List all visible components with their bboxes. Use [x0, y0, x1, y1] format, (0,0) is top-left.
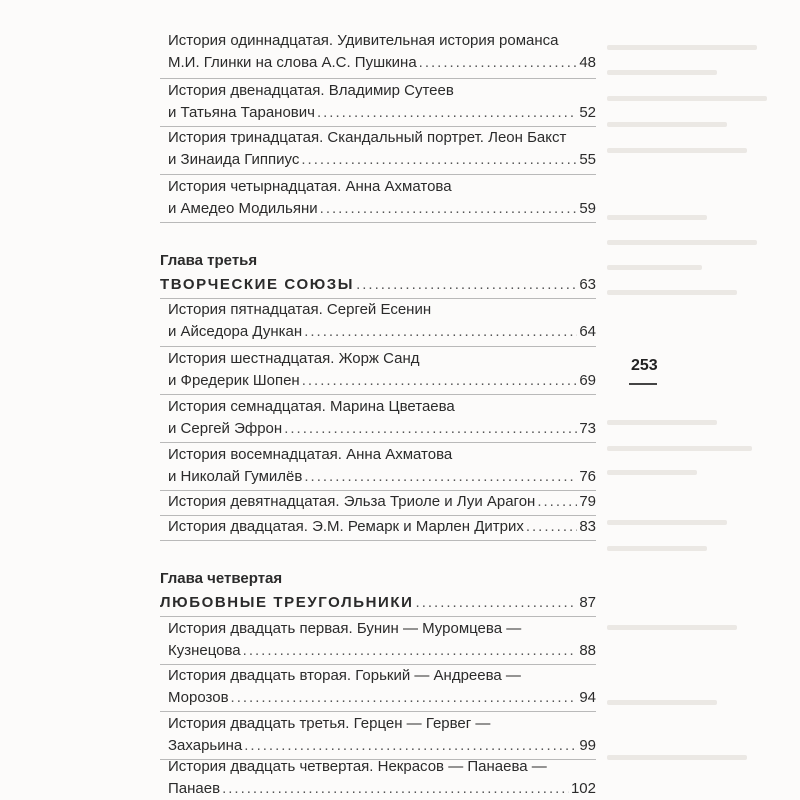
- toc-entry-line2: и Сергей Эфрон: [168, 420, 283, 437]
- toc-entry-page: 59: [579, 200, 596, 217]
- divider: [160, 174, 596, 175]
- leader-dots: [526, 516, 577, 538]
- leader-dots: [243, 640, 578, 662]
- toc-entry-page: 69: [579, 372, 596, 389]
- leader-dots: [231, 687, 578, 709]
- toc-entry: [160, 127, 596, 171]
- toc-entry-line2: Морозов: [168, 689, 229, 706]
- toc-entry-page: 64: [579, 323, 596, 340]
- toc-entry: [160, 299, 596, 343]
- toc-entry: [160, 618, 596, 662]
- toc-entry-line1: История восемнадцатая. Анна Ахматова: [168, 446, 453, 463]
- toc-entry-page: 48: [579, 54, 596, 71]
- toc-entry-line2: и Татьяна Таранович: [168, 104, 315, 121]
- toc-entry-line1: История одиннадцатая. Удивительная история романса: [168, 32, 559, 49]
- toc-entry: [160, 713, 596, 757]
- divider: [160, 78, 596, 79]
- toc-entry: [160, 516, 596, 538]
- toc-entry-page: 102: [570, 780, 596, 797]
- toc-entry-line2: и Айседора Дункан: [168, 323, 303, 340]
- toc-entry-line2: и Фредерик Шопен: [168, 372, 300, 389]
- toc-entry-page: 76: [579, 468, 596, 485]
- toc-entry-line2: История двадцатая. Э.М. Ремарк и Марлен Дитрих: [168, 518, 524, 535]
- toc-entry-line1: История шестнадцатая. Жорж Санд: [168, 350, 420, 367]
- toc-entry-page: 99: [579, 737, 596, 754]
- toc-entry-line1: История двадцать четвертая. Некрасов — Панаева —: [168, 758, 547, 775]
- chapter-title: [160, 592, 596, 614]
- toc-entry-line2: и Зинаида Гиппиус: [168, 151, 300, 168]
- toc-entry-page: 94: [579, 689, 596, 706]
- page-number: 253: [631, 357, 658, 374]
- toc-entry: [160, 665, 596, 709]
- chapter-label: Глава третья: [160, 252, 258, 269]
- leader-dots: [244, 735, 577, 757]
- chapter-title-text: ТВОРЧЕСКИЕ СОЮЗЫ: [160, 276, 355, 293]
- leader-dots: [302, 370, 578, 392]
- leader-dots: [419, 52, 578, 74]
- toc-entry-line2: Захарьина: [168, 737, 243, 754]
- toc-entry: [160, 30, 596, 74]
- divider: [160, 616, 596, 617]
- toc-entry-page: 79: [579, 493, 596, 510]
- divider: [160, 442, 596, 443]
- leader-dots: [304, 321, 577, 343]
- toc-entry-page: 83: [579, 518, 596, 535]
- toc-entry-line2: М.И. Глинки на слова А.С. Пушкина: [168, 54, 417, 71]
- divider: [160, 222, 596, 223]
- toc-entry-line2: История девятнадцатая. Эльза Триоле и Луи Арагон: [168, 493, 536, 510]
- toc-entry-line2: и Амедео Модильяни: [168, 200, 318, 217]
- toc-entry: [160, 396, 596, 440]
- leader-dots: [356, 274, 577, 296]
- leader-dots: [304, 466, 577, 488]
- chapter-title: [160, 274, 596, 296]
- toc-entry: [160, 80, 596, 124]
- toc-entry: [160, 756, 596, 800]
- page-number-rule: [629, 383, 657, 385]
- leader-dots: [320, 198, 578, 220]
- toc-entry-line1: История тринадцатая. Скандальный портрет. Леон Бакст: [168, 129, 567, 146]
- toc-entry: [160, 348, 596, 392]
- chapter-page: 63: [579, 276, 596, 293]
- leader-dots: [317, 102, 577, 124]
- toc-entry-line1: История двенадцатая. Владимир Сутеев: [168, 82, 454, 99]
- toc-entry: [160, 176, 596, 220]
- toc-entry-page: 52: [579, 104, 596, 121]
- toc-entry: [160, 444, 596, 488]
- leader-dots: [416, 592, 578, 614]
- toc-entry-page: 73: [579, 420, 596, 437]
- toc-entry-line1: История двадцать первая. Бунин — Муромцева —: [168, 620, 522, 637]
- divider: [160, 540, 596, 541]
- leader-dots: [222, 778, 569, 800]
- leader-dots: [301, 149, 577, 171]
- chapter-label: Глава четвертая: [160, 570, 283, 587]
- chapter-page: 87: [579, 594, 596, 611]
- divider: [160, 346, 596, 347]
- divider: [160, 394, 596, 395]
- chapter-title-text: ЛЮБОВНЫЕ ТРЕУГОЛЬНИКИ: [160, 594, 414, 611]
- toc-entry-line2: Панаев: [168, 780, 221, 797]
- divider: [160, 711, 596, 712]
- toc-entry-line1: История двадцать третья. Герцен — Гервег —: [168, 715, 491, 732]
- toc-entry-line1: История двадцать вторая. Горький — Андреева —: [168, 667, 521, 684]
- toc-entry-page: 55: [579, 151, 596, 168]
- leader-dots: [284, 418, 577, 440]
- toc-entry-line1: История четырнадцатая. Анна Ахматова: [168, 178, 452, 195]
- leader-dots: [537, 491, 577, 513]
- reverse-page-bleed-through: [605, 0, 800, 800]
- toc-entry-line2: Кузнецова: [168, 642, 241, 659]
- toc-entry-line1: История пятнадцатая. Сергей Есенин: [168, 301, 432, 318]
- toc-entry-line1: История семнадцатая. Марина Цветаева: [168, 398, 455, 415]
- toc-entry-line2: и Николай Гумилёв: [168, 468, 303, 485]
- toc-entry: [160, 491, 596, 513]
- toc-entry-page: 88: [579, 642, 596, 659]
